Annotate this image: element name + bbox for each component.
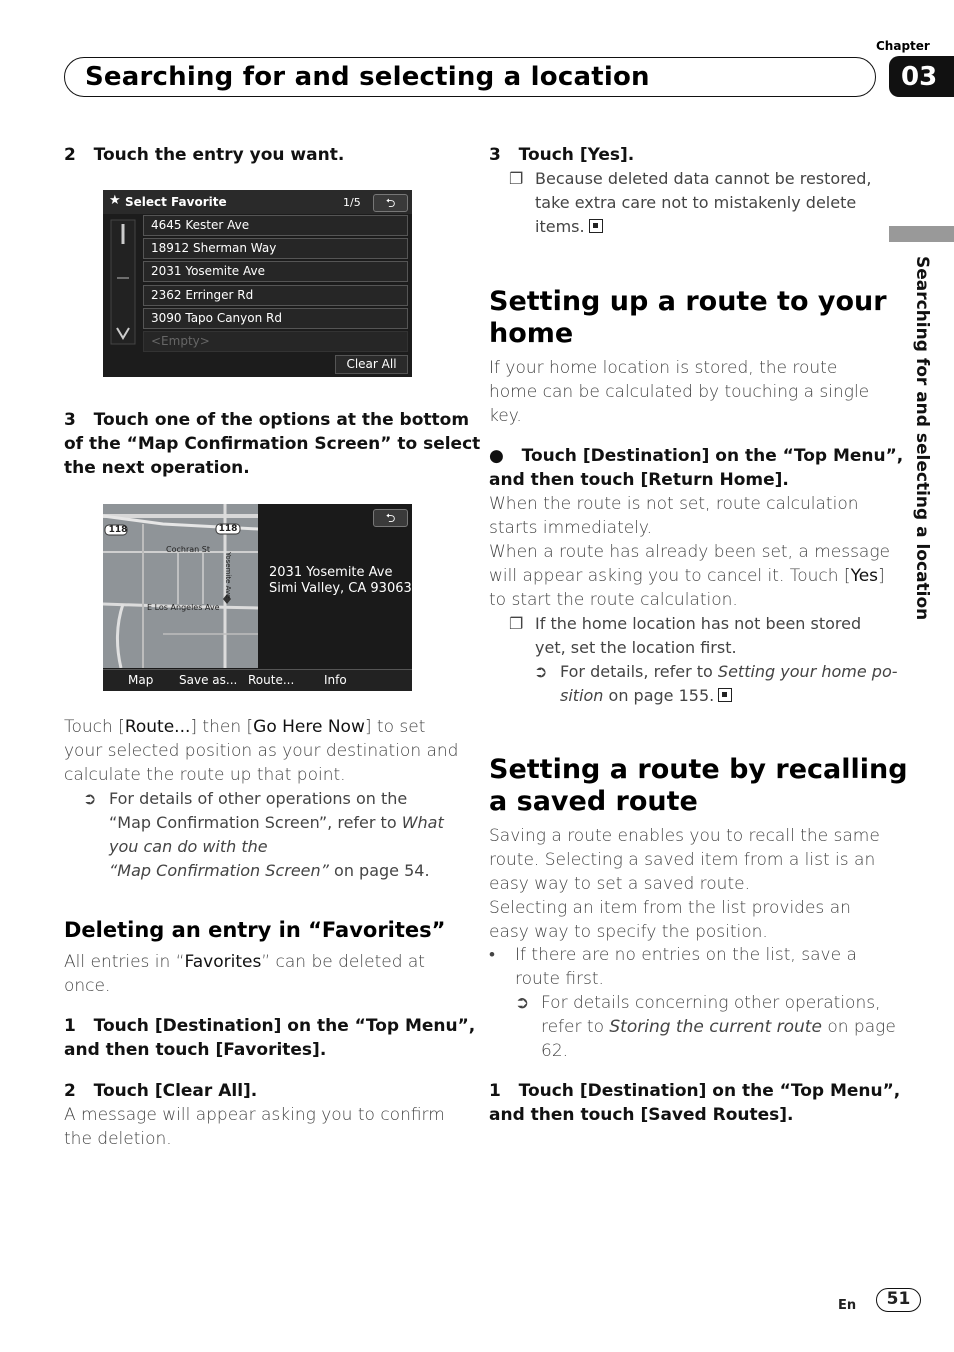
select-favorite-screenshot (103, 190, 412, 377)
list-item-empty[interactable]: <Empty> (143, 331, 408, 352)
selected-address (269, 565, 412, 597)
text: For details, refer to (560, 662, 718, 681)
back-arrow-icon: ⮌ (385, 511, 396, 525)
page-indicator: 1/5 (343, 196, 361, 209)
text: If there are no entries on the list, save a (515, 945, 857, 965)
back-arrow-icon: ⮌ (385, 196, 396, 210)
reference-link: you can do with the (109, 837, 268, 856)
text: ” can be deleted at (261, 952, 425, 972)
reference-link: Setting your home po- (717, 662, 898, 681)
star-icon: ★ (109, 193, 121, 208)
back-button[interactable] (373, 194, 408, 212)
saved-route-bullet (489, 943, 857, 991)
text: starts immediately. (489, 518, 652, 538)
step-text: Touch one of the options at the bottom (93, 410, 470, 430)
reference-link: What (401, 813, 444, 832)
step-number: 1 (489, 1081, 501, 1101)
home-reference-note (534, 660, 898, 708)
end-mark-icon (589, 219, 603, 233)
scroll-bar[interactable] (109, 218, 137, 346)
text: If your home location is stored, the route (489, 358, 838, 378)
map-confirmation-screenshot (103, 504, 412, 691)
text: items. (535, 217, 585, 236)
text: Touch [ (64, 717, 125, 737)
section-heading-delete-favorites: Deleting an entry in “Favorites” (64, 918, 446, 942)
chapter-number: 03 (889, 56, 954, 97)
language-label: En (838, 1298, 857, 1313)
step-text: Touch [Yes]. (518, 145, 635, 165)
highway-shield: 118 (108, 525, 128, 535)
list-item[interactable]: 4645 Kester Ave (143, 215, 408, 236)
route-label: Route... (124, 717, 191, 737)
street-label: E Los Angeles Ave (147, 603, 220, 612)
delete-intro-paragraph (64, 950, 425, 998)
heading-line: Setting up a route to your (489, 286, 887, 317)
favorites-label: Favorites (184, 952, 262, 972)
step-text: Touch the entry you want. (93, 145, 345, 165)
return-home-step (489, 444, 903, 492)
highway-shield: 118 (218, 524, 238, 534)
saved-route-intro (489, 824, 880, 944)
text: route. Selecting a saved item from a list is an (489, 850, 876, 870)
step-number: 2 (64, 1081, 76, 1101)
text: the deletion. (64, 1129, 172, 1149)
street-label: Cochran St (166, 545, 210, 554)
step-2-select-entry (64, 143, 344, 167)
heading-line: a saved route (489, 786, 698, 817)
delete-step-1 (64, 1014, 475, 1062)
text: your selected position as your destination and (64, 741, 459, 761)
step-text: Touch [Destination] on the “Top Menu”, (93, 1016, 476, 1036)
address-line: Simi Valley, CA 93063 (269, 581, 412, 596)
step-text: of the “Map Confirmation Screen” to select (64, 434, 481, 454)
home-not-stored-note (509, 612, 862, 660)
text: For details concerning other operations, (541, 993, 881, 1013)
text: If the home location has not been stored (535, 614, 862, 633)
info-button[interactable]: Info (324, 673, 347, 687)
step-number: 3 (489, 145, 501, 165)
arrow-right-icon: ➲ (534, 662, 548, 681)
clear-all-button[interactable]: Clear All (335, 355, 408, 374)
list-item[interactable]: 3090 Tapo Canyon Rd (143, 308, 408, 329)
reference-note (83, 787, 444, 883)
step-text: Touch [Destination] on the “Top Menu”, (518, 1081, 901, 1101)
bullet-icon: • (489, 945, 495, 965)
page-number: 51 (876, 1288, 921, 1312)
text: on page 54. (328, 861, 430, 880)
chapter-title: Searching for and selecting a location (85, 62, 650, 92)
text: ] then [ (190, 717, 254, 737)
delete-confirm-paragraph (64, 1103, 445, 1151)
text: easy way to set a saved route. (489, 874, 750, 894)
checkbox-icon: ❐ (509, 614, 524, 633)
text: Because deleted data cannot be restored, (535, 169, 872, 188)
step-number: 3 (64, 410, 76, 430)
arrow-right-icon: ➲ (83, 789, 97, 808)
list-item[interactable]: 2031 Yosemite Ave (143, 261, 408, 282)
step-3-touch-yes (489, 143, 634, 167)
text: When the route is not set, route calculation (489, 494, 859, 514)
go-here-now-label: Go Here Now (253, 717, 365, 737)
bullet-dot-icon: ● (489, 446, 504, 466)
text: home can be calculated by touching a single (489, 382, 870, 402)
text: route first. (515, 969, 604, 989)
text: on page (821, 1017, 896, 1037)
text: ] to set (364, 717, 426, 737)
checkbox-icon: ❐ (509, 169, 524, 188)
reference-link: sition (560, 686, 604, 705)
text: take extra care not to mistakenly delete (535, 193, 857, 212)
text: to start the route calculation. (489, 590, 738, 610)
text: When a route has already been set, a message (489, 542, 891, 562)
text: 62. (541, 1041, 569, 1061)
yes-label: Yes (850, 566, 879, 586)
caution-note (509, 167, 872, 239)
step-text: and then touch [Return Home]. (489, 470, 789, 490)
reference-link: “Map Confirmation Screen” (109, 861, 329, 880)
saved-route-reference (515, 991, 896, 1063)
text: For details of other operations on the (109, 789, 408, 808)
text: Saving a route enables you to recall the same (489, 826, 880, 846)
touch-route-paragraph (64, 715, 458, 787)
address-line: 2031 Yosemite Ave (269, 565, 393, 580)
saved-route-step-1 (489, 1079, 900, 1127)
step-text: Touch [Clear All]. (93, 1081, 258, 1101)
step-text: the next operation. (64, 458, 250, 478)
step-number: 1 (64, 1016, 76, 1036)
chapter-title-bar (64, 57, 876, 97)
text: will appear asking you to cancel it. Touch [ (489, 566, 851, 586)
step-3-options (64, 408, 480, 480)
list-item[interactable]: 2362 Erringer Rd (143, 285, 408, 306)
route-button[interactable]: Route... (248, 673, 295, 687)
step-text: Touch [Destination] on the “Top Menu”, (521, 446, 904, 466)
side-chapter-title: Searching for and selecting a location (912, 256, 932, 621)
save-as-button[interactable]: Save as... (179, 673, 238, 687)
step-text: and then touch [Favorites]. (64, 1040, 327, 1060)
street-label: Yosemite Ave (224, 552, 232, 599)
map-button[interactable]: Map (128, 673, 154, 687)
return-home-paragraph (489, 492, 890, 612)
step-text: and then touch [Saved Routes]. (489, 1105, 794, 1125)
text: key. (489, 406, 522, 426)
heading-line: Setting a route by recalling (489, 754, 908, 785)
text: once. (64, 976, 111, 996)
text: on page 155. (603, 686, 715, 705)
text: A message will appear asking you to confirm (64, 1105, 445, 1125)
side-tab-marker (889, 226, 954, 242)
arrow-right-icon: ➲ (515, 993, 530, 1013)
text: ] (878, 566, 885, 586)
text: All entries in “ (64, 952, 185, 972)
route-home-intro (489, 356, 869, 428)
delete-step-2 (64, 1079, 257, 1103)
heading-line: home (489, 318, 574, 349)
back-button[interactable] (373, 509, 408, 527)
text: easy way to specify the position. (489, 922, 768, 942)
section-heading-saved-route (489, 754, 908, 818)
text: yet, set the location first. (535, 638, 737, 657)
text: Selecting an item from the list provides an (489, 898, 851, 918)
text: refer to (541, 1017, 610, 1037)
list-item[interactable]: 18912 Sherman Way (143, 238, 408, 259)
screen-title: Select Favorite (125, 195, 227, 209)
text: “Map Confirmation Screen”, refer to (109, 813, 402, 832)
step-number: 2 (64, 145, 76, 165)
end-mark-icon (718, 688, 732, 702)
chapter-label: Chapter (876, 39, 930, 53)
section-heading-route-home (489, 286, 887, 350)
text: calculate the route up that point. (64, 765, 346, 785)
reference-link: Storing the current route (609, 1017, 822, 1037)
